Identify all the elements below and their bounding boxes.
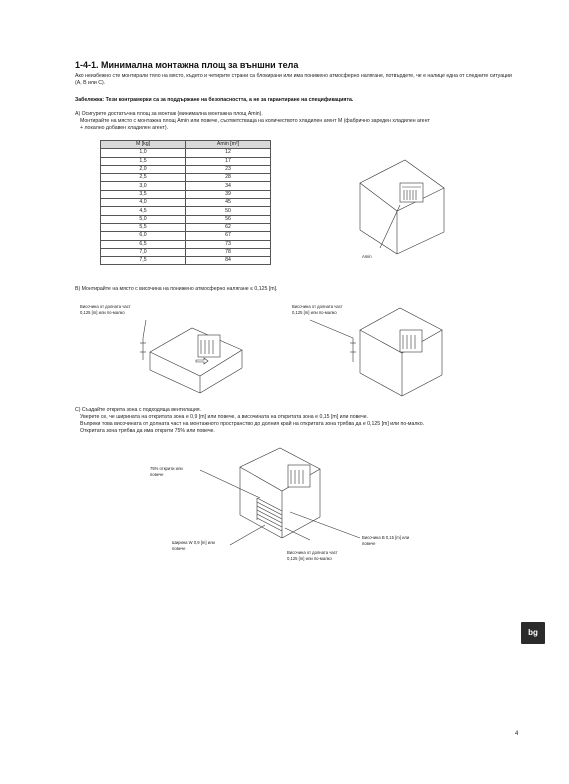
section-a-heading: A) Осигурете достатъчна площ за монтаж (минимална монтажна площ Amin). [75, 111, 263, 117]
cell-m: 3,5 [101, 190, 186, 198]
section-b-heading: B) Монтирайте на място с височина на понижено атмосферно налягане ≤ 0,125 [m]. [75, 286, 278, 292]
cell-m: 6,0 [101, 232, 186, 240]
section-c-text-3: Откритата зона трябва да има открити 75% или повече. [80, 428, 215, 434]
safety-note: Забележка: Тези контрамерки са за поддържане на безопасността, а не за гарантиране на спецификацията. [75, 97, 354, 103]
diagram-b-left [140, 320, 242, 393]
cell-m: 4,5 [101, 207, 186, 215]
cell-m: 3,0 [101, 182, 186, 190]
cell-m: 2,0 [101, 165, 186, 173]
diagram-b-right [310, 308, 442, 396]
c-width-label: Ширина W 0,9 [m] или повече [172, 540, 215, 551]
intro-paragraph: Ако неизбежно сте монтирали тяло на място, където и четирите страни са блокирани или има понижено атмосферно налягане, потвърдете, че е налице една от следните ситуации (A, B или C). [75, 73, 512, 87]
cell-amin: 62 [186, 223, 271, 231]
language-badge: bg [521, 622, 545, 644]
cell-amin: 50 [186, 207, 271, 215]
cell-amin: 34 [186, 182, 271, 190]
cell-amin: 45 [186, 199, 271, 207]
diagram-a-room [360, 160, 444, 254]
cell-amin: 12 [186, 149, 271, 157]
section-c-text-1: Уверете се, че ширината на откритата зона е 0,9 [m] или повече, а височината на откритата зона е 0,15 [m] или повече. [80, 414, 369, 420]
section-title: 1-4-1. Минимална монтажна площ за външни тела [75, 60, 299, 70]
cell-amin: 17 [186, 157, 271, 165]
cell-amin: 78 [186, 248, 271, 256]
cell-m: 7,5 [101, 257, 186, 265]
page-number: 4 [515, 731, 519, 737]
section-c-heading: C) Създайте открита зона с подходяща вентилация. [75, 407, 201, 413]
cell-amin: 56 [186, 215, 271, 223]
b-right-label: Височина от долната част 0,125 [m] или по-малко [292, 304, 343, 315]
section-a-text-cont: + локално добавен хладилен агент). [80, 125, 169, 131]
cell-m: 1,0 [101, 149, 186, 157]
amin-label: Amin [362, 254, 372, 259]
cell-amin: 73 [186, 240, 271, 248]
cell-m: 1,5 [101, 157, 186, 165]
cell-amin: 23 [186, 165, 271, 173]
diagram-c-room [200, 448, 360, 545]
cell-amin: 67 [186, 232, 271, 240]
cell-m: 6,5 [101, 240, 186, 248]
col-header-m: M [kg] [101, 141, 186, 149]
cell-amin: 28 [186, 174, 271, 182]
section-c-text-2: Въпреки това височината от долната част на монтажното пространство до долния край на откритата зона трябва да е 0,125 [m] или по-малко. [80, 421, 425, 427]
c-open-label: 75% открити или повече [150, 466, 183, 477]
c-bottom-label: Височина от долната част 0,125 [m] или по-малко [287, 550, 338, 561]
col-header-amin: Amin [m²] [186, 141, 271, 149]
cell-amin: 84 [186, 257, 271, 265]
cell-m: 7,0 [101, 248, 186, 256]
cell-m: 2,5 [101, 174, 186, 182]
cell-amin: 39 [186, 190, 271, 198]
c-height-b-label: Височина B 0,15 [m] или повече [362, 535, 410, 546]
cell-m: 5,0 [101, 215, 186, 223]
b-left-label: Височина от долната част 0,125 [m] или по-малко [80, 304, 131, 315]
cell-m: 4,0 [101, 199, 186, 207]
cell-m: 5,5 [101, 223, 186, 231]
section-a-text: Монтирайте на място с монтажна площ Amin или повече, съответстваща на количеството хладилен агент M (фабрично зареден хладилен агент [80, 118, 430, 124]
